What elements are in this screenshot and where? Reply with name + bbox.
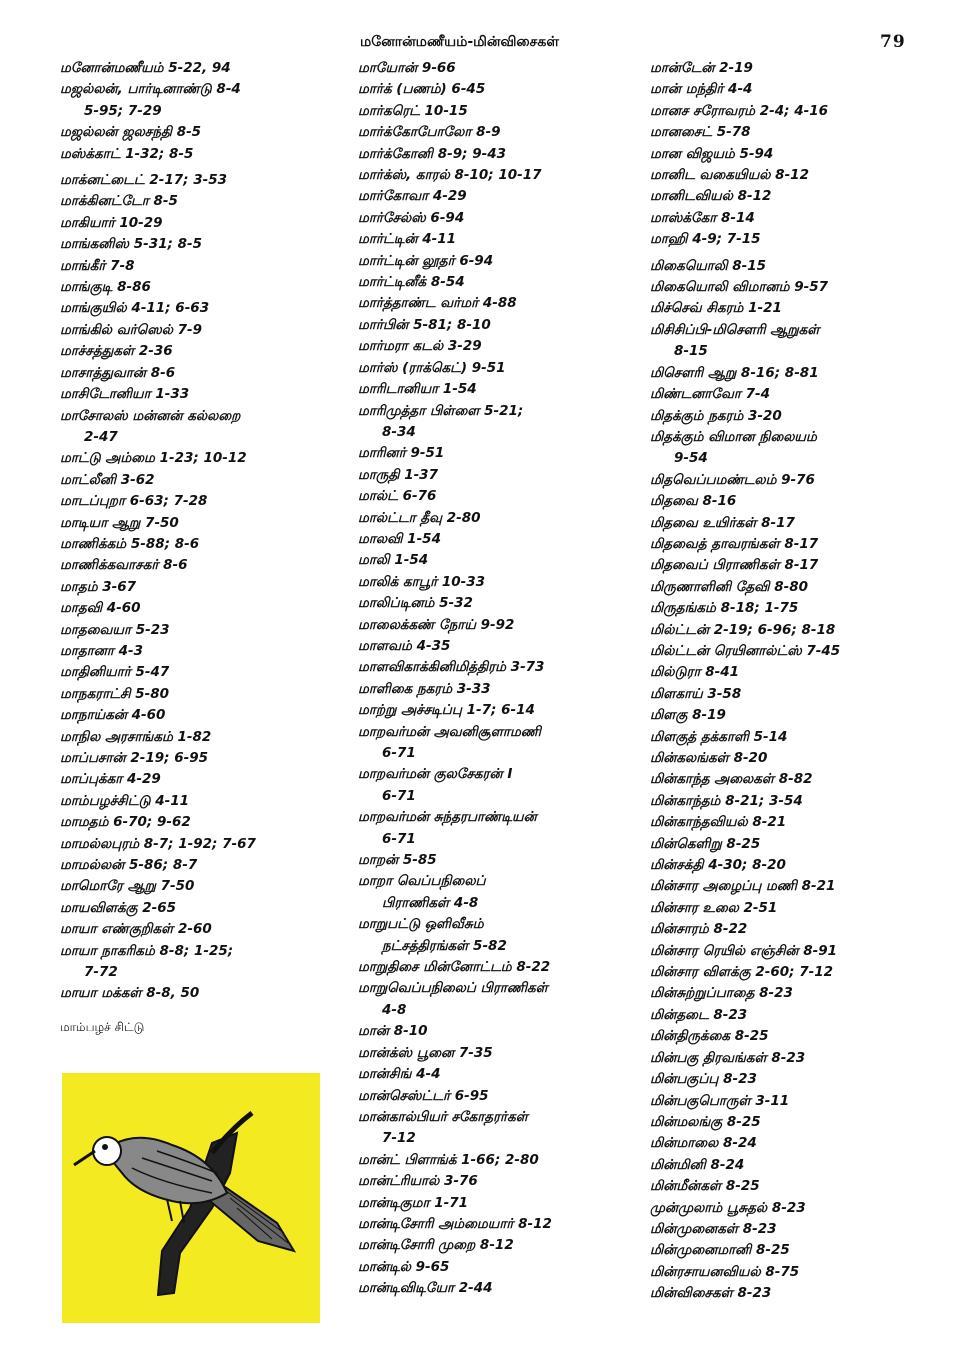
- index-entry: மில்ட்டன் ரெயினால்ட்ஸ் 7-45: [650, 642, 841, 659]
- index-entry: மின்சுற்றுப்பாதை 8-23: [650, 985, 793, 1002]
- index-entry: 8-15: [674, 343, 708, 360]
- index-entry: மாடியா ஆறு 7-50: [60, 514, 179, 531]
- index-entry: மாரிமுத்தா பிள்ளை 5-21;: [358, 402, 524, 419]
- index-entry: மான்டேன் 2-19: [650, 60, 753, 76]
- index-entry: 9-54: [674, 450, 708, 467]
- running-head: மனோன்மணீயம்-மின்விசைகள்: [360, 34, 560, 50]
- index-entry: மின்விசைகள் 8-23: [650, 1285, 772, 1302]
- index-entry: மாப்புக்கா 4-29: [60, 771, 161, 788]
- index-entry: மார்ட்டினீக் 8-54: [358, 274, 465, 291]
- index-entry: மால்ட்டா தீவு 2-80: [358, 509, 481, 526]
- index-entry: மின்சாரம் 8-22: [650, 921, 748, 938]
- index-entry: மாமல்லபுரம் 8-7; 1-92; 7-67: [60, 835, 256, 852]
- index-entry: நட்சத்திரங்கள் 5-82: [382, 937, 507, 954]
- index-entry: பிராணிகள் 4-8: [382, 894, 479, 911]
- index-entry: மிளகு 8-19: [650, 707, 726, 724]
- index-entry: மின்முனைமானி 8-25: [650, 1242, 790, 1259]
- index-entry: மாங்குயில் 4-11; 6-63: [60, 300, 210, 317]
- index-entry: மான்டிவிடியோ 2-44: [358, 1280, 493, 1297]
- index-entry: மாச்சத்துகள் 2-36: [60, 343, 173, 360]
- index-entry: 6-71: [382, 745, 416, 761]
- index-entry: மார்சேல்ஸ் 6-94: [358, 209, 465, 226]
- index-entry: மான்டிகுமா 1-71: [358, 1194, 469, 1211]
- index-entry: மஜல்லன், பார்டினாண்டு 8-4: [60, 81, 241, 98]
- index-entry: மிளகுத் தக்காளி 5-14: [650, 728, 788, 745]
- index-entry: மஜல்லன் ஜலசந்தி 8-5: [60, 124, 202, 141]
- index-entry: மாமதம் 6-70; 9-62: [60, 814, 191, 831]
- index-entry: 4-8: [382, 1001, 407, 1018]
- index-entry: மாக்னட்டைட் 2-17; 3-53: [60, 172, 228, 189]
- index-entry: மிதவைப் பிராணிகள் 8-17: [650, 557, 819, 574]
- index-entry: மாமல்லன் 5-86; 8-7: [60, 857, 198, 874]
- index-entry: மாதினியார் 5-47: [60, 664, 170, 681]
- index-entry: மாதவி 4-60: [60, 600, 141, 617]
- index-entry: மாளிகை நகரம் 3-33: [358, 680, 491, 697]
- index-entry: மாசாத்துவான் 8-6: [60, 364, 176, 381]
- index-entry: மாசிடோனியா 1-33: [60, 386, 190, 403]
- index-entry: மானிடவியல் 8-12: [650, 188, 772, 205]
- index-entry: மிருணாளினி தேவி 8-80: [650, 578, 809, 595]
- index-entry: மாயா எண்குறிகள் 2-60: [60, 921, 212, 938]
- index-entry: மாறவர்மன் குலசேகரன் I: [358, 766, 513, 783]
- index-entry: மார்த்தாண்ட வர்மர் 4-88: [358, 295, 517, 312]
- index-entry: மின்காந்தவியல் 8-21: [650, 814, 787, 831]
- index-entry: மாலவி 1-54: [358, 530, 441, 547]
- index-entry: 6-71: [382, 787, 416, 804]
- index-entry: மிளகாய் 3-58: [650, 685, 742, 702]
- index-entry: மாட்லீனி 3-62: [60, 471, 155, 488]
- index-entry: மிசௌரி ஆறு 8-16; 8-81: [650, 364, 819, 381]
- index-entry: மாலிக் காபூர் 10-33: [358, 573, 486, 590]
- index-entry: மிகையொலி விமானம் 9-57: [650, 279, 828, 296]
- index-entry: மார்பின் 5-81; 8-10: [358, 316, 491, 333]
- index-entry: மாமொரே ஆறு 7-50: [60, 878, 195, 895]
- index-entry: மாஸ்க்கோ 8-14: [650, 209, 755, 226]
- index-entry: மிதவெப்பமண்டலம் 9-76: [650, 471, 815, 488]
- index-entry: மான்ட் பிளாங்க் 1-66; 2-80: [358, 1151, 539, 1168]
- index-entry: மாணிக்கவாசகர் 8-6: [60, 557, 188, 574]
- index-entry: மிண்டனாவோ 7-4: [650, 386, 771, 403]
- index-entry: மாஹி 4-9; 7-15: [650, 231, 761, 248]
- page-number: 79: [880, 32, 906, 52]
- index-entry: மாகியார் 10-29: [60, 214, 163, 231]
- index-column-3: [650, 58, 940, 1305]
- index-entry: மின்பகுப்பு 8-23: [650, 1071, 757, 1088]
- index-entry: மின்சார அழைப்பு மணி 8-21: [650, 878, 836, 895]
- index-entry: மாறா வெப்பநிலைப்: [358, 873, 486, 890]
- index-entry: மாறுதிசை மின்னோட்டம் 8-22: [358, 959, 551, 976]
- index-entry: மானசைட் 5-78: [650, 124, 751, 141]
- index-entry: மான்டிசோரி அம்மையார் 8-12: [358, 1215, 552, 1232]
- index-entry: மிச்செவ் சிகரம் 1-21: [650, 300, 782, 317]
- index-entry: மாணிக்கம் 5-88; 8-6: [60, 535, 200, 552]
- index-entry: மார்ட்டின் லூதர் 6-94: [358, 252, 494, 269]
- index-entry: மின்சக்தி 4-30; 8-20: [650, 857, 786, 874]
- index-entry: மாநாய்கன் 4-60: [60, 707, 166, 724]
- index-entry: மாலி 1-54: [358, 552, 429, 569]
- index-entry: மார்கரெட் 10-15: [358, 102, 468, 119]
- index-entry: மிசிசிப்பி-மிசௌரி ஆறுகள்: [650, 321, 820, 338]
- index-entry: மாநகராட்சி 5-80: [60, 685, 170, 702]
- index-entry: மின்சார விளக்கு 2-60; 7-12: [650, 964, 834, 981]
- index-entry: மின்மினி 8-24: [650, 1156, 745, 1173]
- index-entry: மாயோன் 9-66: [358, 60, 456, 76]
- index-entry: மான்க்ஸ் பூனை 7-35: [358, 1044, 493, 1061]
- index-entry: மாதானா 4-3: [60, 642, 143, 659]
- index-entry: மாளவம் 4-35: [358, 637, 451, 654]
- index-entry: மில்டுரா 8-41: [650, 664, 740, 681]
- index-entry: மின்காந்த அலைகள் 8-82: [650, 771, 813, 788]
- index-entry: மாலிப்டினம் 5-32: [358, 595, 473, 612]
- index-entry: மிருதங்கம் 8-18; 1-75: [650, 600, 799, 617]
- index-entry: மாறுவெப்பநிலைப் பிராணிகள்: [358, 980, 548, 997]
- index-entry: மாநில அரசாங்கம் 1-82: [60, 728, 212, 745]
- index-entry: மாப்பசான் 2-19; 6-95: [60, 750, 208, 766]
- index-entry: மான் மந்திர் 4-4: [650, 81, 753, 98]
- index-entry: மாரிடானியா 1-54: [358, 381, 477, 398]
- index-entry: மின்சார ரெயில் எஞ்சின் 8-91: [650, 942, 838, 959]
- index-entry: மாங்குடி 8-86: [60, 279, 151, 296]
- index-entry: 6-71: [382, 830, 416, 847]
- index-entry: மானிட வகையியல் 8-12: [650, 167, 809, 184]
- index-entry: மார்மரா கடல் 3-29: [358, 338, 482, 355]
- index-entry: மாறவர்மன் அவனிசூளாமணி: [358, 723, 541, 740]
- index-entry: மின்பகு திரவங்கள் 8-23: [650, 1049, 806, 1066]
- index-entry: மான்டிசோரி முறை 8-12: [358, 1237, 514, 1254]
- index-entry: மின்பகுபொருள் 3-11: [650, 1092, 790, 1109]
- index-entry: மாயா நாகரிகம் 8-8; 1-25;: [60, 942, 234, 959]
- bird-icon: [62, 1073, 320, 1323]
- index-entry: மாளவிகாக்கினிமித்திரம் 3-73: [358, 659, 545, 676]
- index-entry: மிகையொலி 8-15: [650, 257, 767, 274]
- index-entry: மான்டில் 9-65: [358, 1258, 450, 1275]
- index-entry: மாலைக்கண் நோய் 9-92: [358, 616, 515, 633]
- index-entry: மார்ட்டின் 4-11: [358, 231, 457, 248]
- index-entry: மாடப்புறா 6-63; 7-28: [60, 493, 208, 510]
- index-entry: மாயவிளக்கு 2-65: [60, 899, 177, 916]
- index-entry: மாறுபட்டு ஒளிவீசும்: [358, 916, 484, 933]
- index-entry: மாரினர் 9-51: [358, 445, 445, 462]
- index-entry: மாதம் 3-67: [60, 578, 137, 595]
- index-entry: மாக்கினட்டோ 8-5: [60, 193, 178, 210]
- index-entry: 5-95; 7-29: [84, 102, 162, 119]
- index-entry: மனோன்மணீயம் 5-22, 94: [60, 60, 231, 76]
- index-entry: மின்மலங்கு 8-25: [650, 1113, 761, 1130]
- index-entry: மின்முனைகள் 8-23: [650, 1220, 777, 1237]
- index-entry: மில்ட்டன் 2-19; 6-96; 8-18: [650, 621, 836, 638]
- index-entry: 7-72: [84, 964, 118, 981]
- index-entry: மிதக்கும் நகரம் 3-20: [650, 407, 782, 424]
- index-column-2: [358, 58, 638, 1300]
- index-entry: மான விஜயம் 5-94: [650, 145, 774, 162]
- index-entry: மாதவையா 5-23: [60, 621, 170, 638]
- index-entry: 2-47: [84, 428, 118, 445]
- index-entry: மிதக்கும் விமான நிலையம்: [650, 428, 817, 445]
- index-entry: மின்திருக்கை 8-25: [650, 1028, 769, 1045]
- index-entry: மால்ட் 6-76: [358, 488, 437, 505]
- index-entry: மஸ்க்காட் 1-32; 8-5: [60, 145, 194, 162]
- figure-caption: மாம்பழச் சிட்டு: [60, 1020, 145, 1034]
- index-entry: மிதவைத் தாவரங்கள் 8-17: [650, 535, 819, 552]
- index-entry: மின்தடை 8-23: [650, 1006, 748, 1023]
- index-entry: மின்சார உலை 2-51: [650, 899, 778, 916]
- index-entry: மாங்கனிஸ் 5-31; 8-5: [60, 236, 203, 253]
- index-column-1: [60, 58, 340, 1005]
- index-entry: மார்ஸ் (ராக்கெட்) 9-51: [358, 359, 506, 376]
- index-entry: மான்ட்ரியால் 3-76: [358, 1173, 478, 1190]
- index-entry: மிதவை உயிர்கள் 8-17: [650, 514, 795, 531]
- index-entry: மான்சிங் 4-4: [358, 1066, 441, 1083]
- index-entry: மாங்கில் வர்ஸெல் 7-9: [60, 321, 202, 338]
- index-entry: மார்க் (பணம்) 6-45: [358, 81, 486, 98]
- index-entry: மார்கோவா 4-29: [358, 188, 467, 205]
- index-entry: மின்கெளிறு 8-25: [650, 835, 761, 852]
- index-entry: மாறவர்மன் சுந்தரபாண்டியன்: [358, 809, 537, 826]
- index-entry: மான்கால்பியர் சகோதரர்கள்: [358, 1108, 528, 1125]
- index-entry: மான்செஸ்ட்டர் 6-95: [358, 1087, 489, 1104]
- index-entry: மாங்கீர் 7-8: [60, 257, 135, 274]
- index-entry: மின்ரசாயனவியல் 8-75: [650, 1263, 800, 1280]
- index-entry: மார்க்கோனி 8-9; 9-43: [358, 145, 506, 162]
- index-entry: மானச சரோவரம் 2-4; 4-16: [650, 102, 828, 119]
- index-entry: மார்க்கோபோலோ 8-9: [358, 124, 501, 141]
- index-entry: மாம்பழச்சிட்டு 4-11: [60, 792, 190, 809]
- index-entry: மின்கலங்கள் 8-20: [650, 750, 768, 766]
- bird-illustration: [62, 1073, 320, 1323]
- index-entry: மாறன் 5-85: [358, 852, 437, 869]
- index-entry: மாசோலஸ் மன்னன் கல்லறை: [60, 407, 241, 424]
- index-entry: மின்காந்தம் 8-21; 3-54: [650, 792, 803, 809]
- index-entry: மிதவை 8-16: [650, 493, 737, 510]
- index-entry: மாற்று அச்சடிப்பு 1-7; 6-14: [358, 702, 535, 719]
- index-entry: முன்முலாம் பூசுதல் 8-23: [650, 1199, 806, 1216]
- index-entry: மின்மாலை 8-24: [650, 1135, 757, 1152]
- index-entry: மாயா மக்கள் 8-8, 50: [60, 985, 200, 1002]
- index-entry: மார்க்ஸ், காரல் 8-10; 10-17: [358, 167, 542, 184]
- index-entry: மாருதி 1-37: [358, 466, 438, 483]
- index-entry: மான் 8-10: [358, 1023, 428, 1040]
- index-entry: 7-12: [382, 1130, 416, 1147]
- index-entry: 8-34: [382, 423, 416, 440]
- index-entry: மின்மீன்கள் 8-25: [650, 1178, 760, 1195]
- index-entry: மாட்டு அம்மை 1-23; 10-12: [60, 450, 247, 467]
